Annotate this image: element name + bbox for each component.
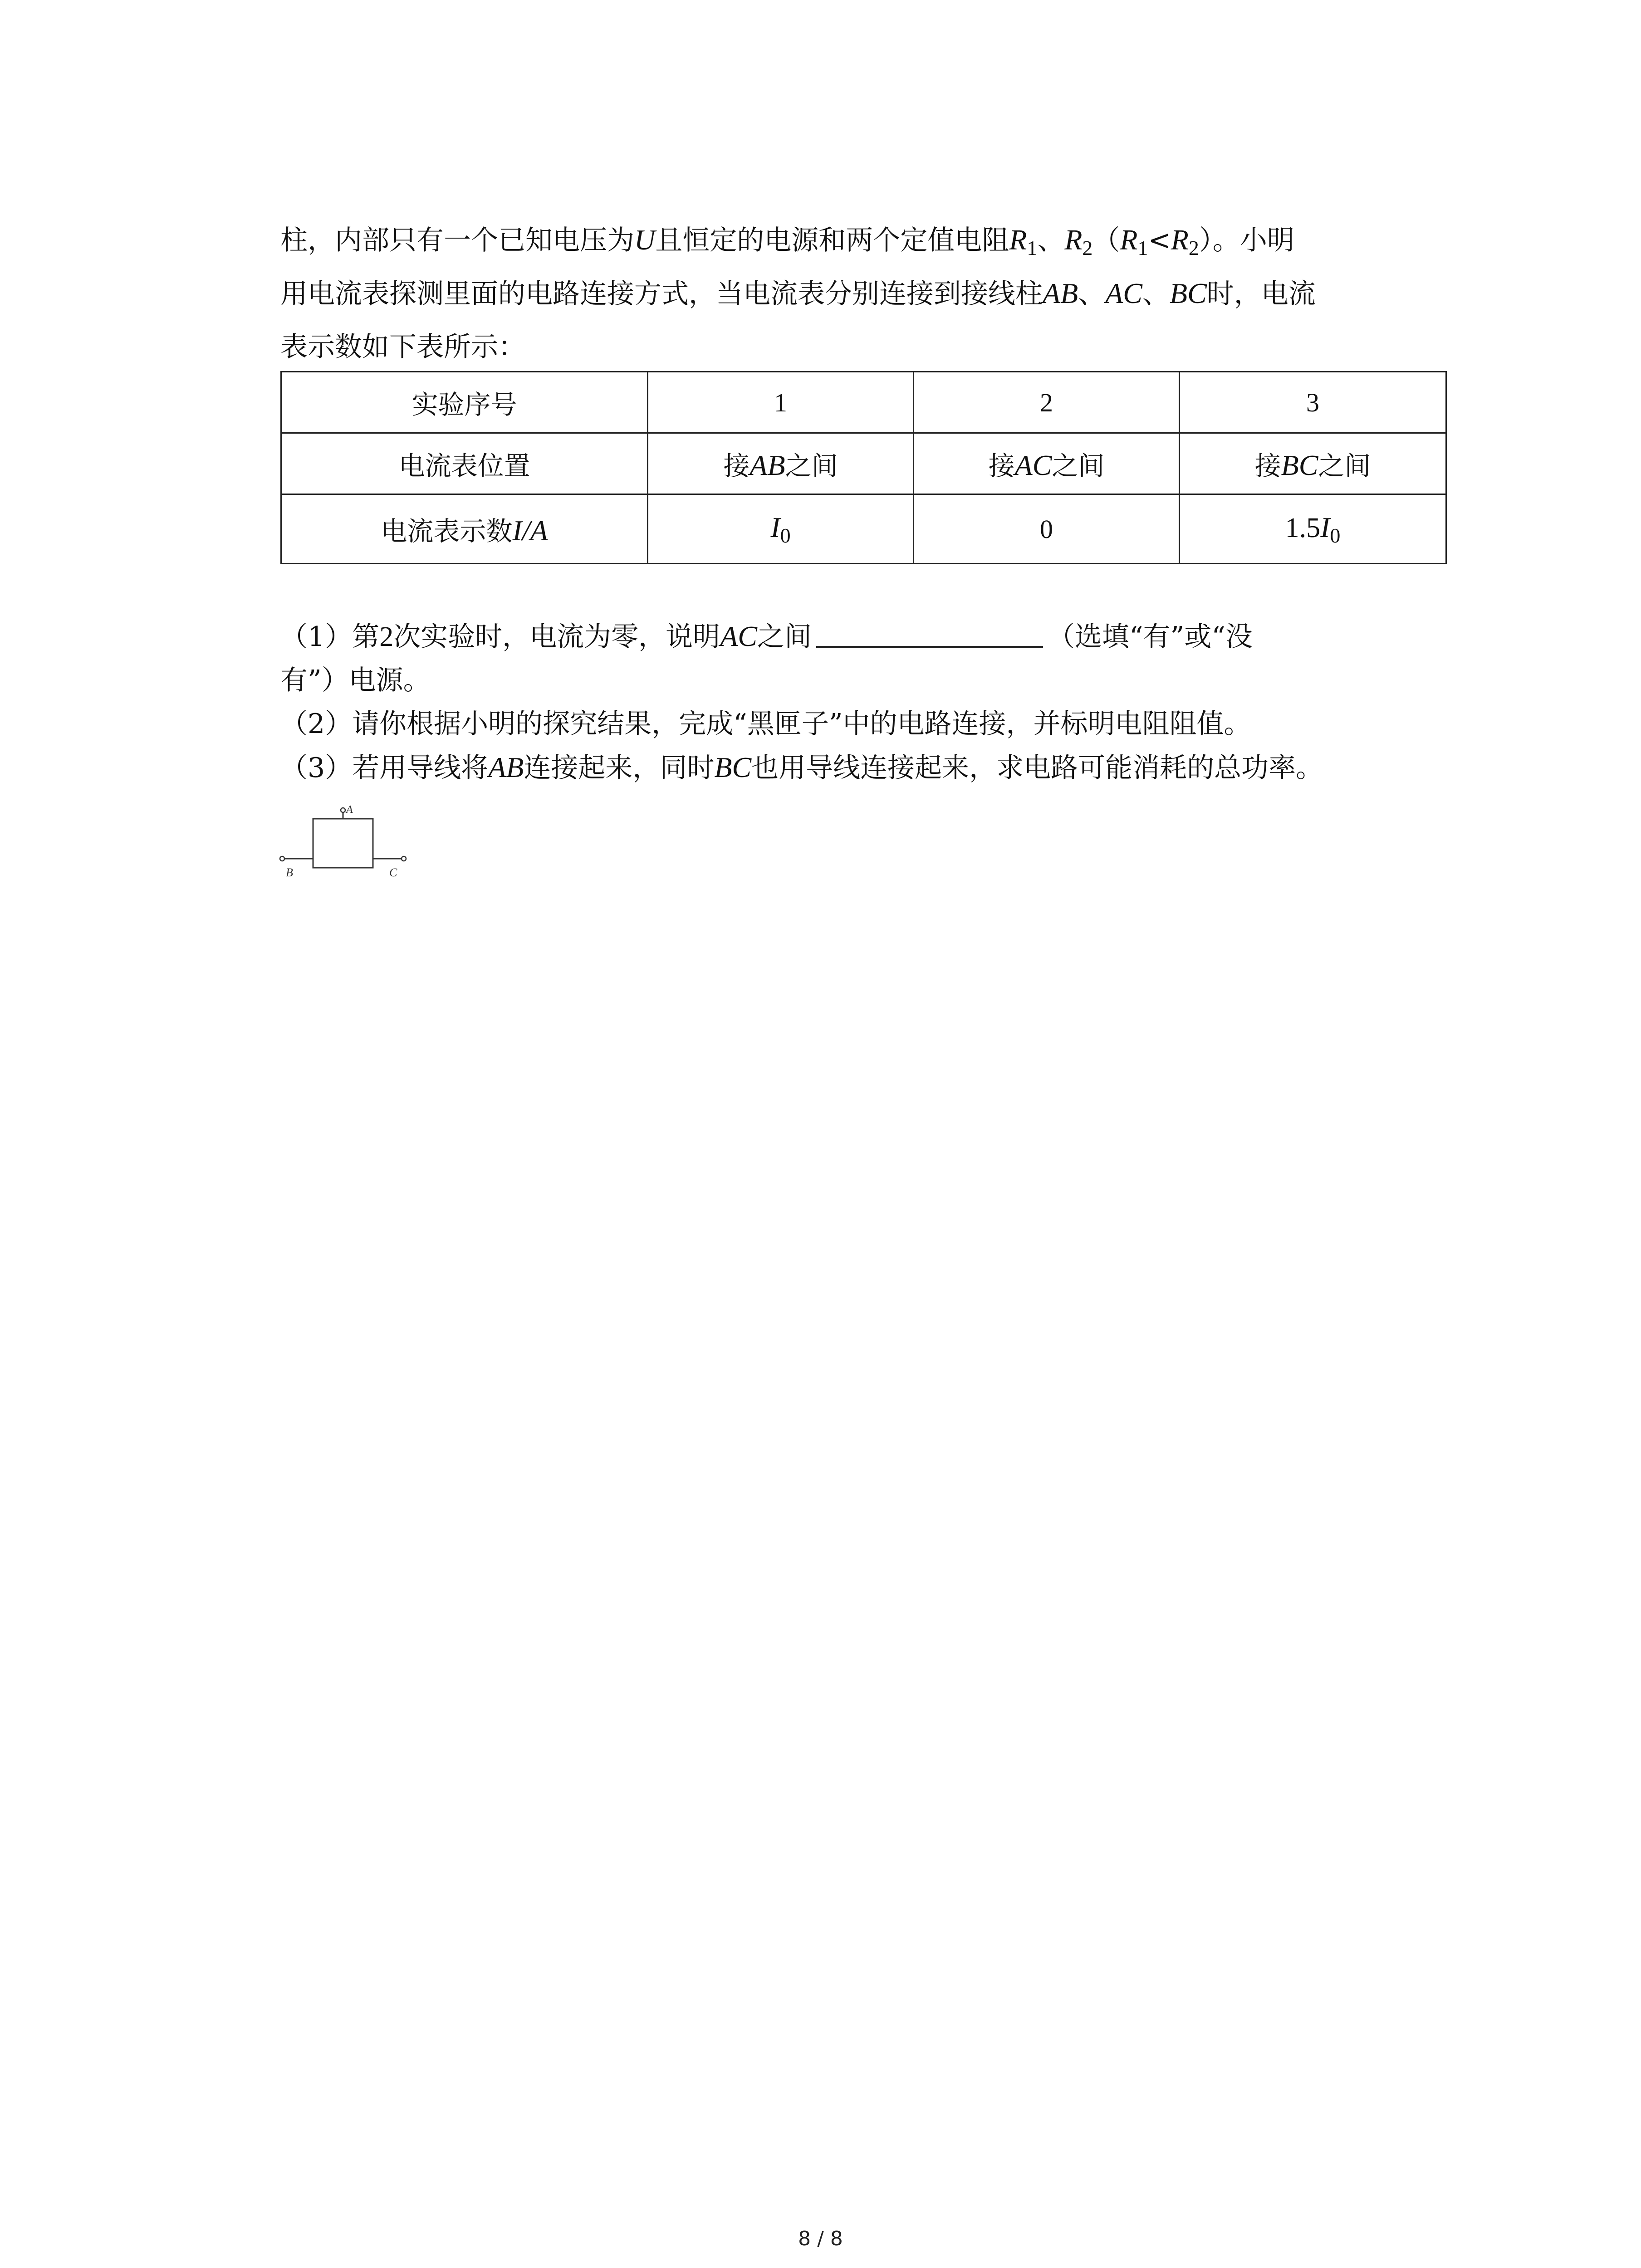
- question-2: （2）请你根据小明的探究结果，完成“黑匣子”中的电路连接，并标明电阻阻值。: [280, 708, 1251, 740]
- intro-line-3: 表示数如下表所示：: [280, 331, 525, 363]
- label-c: C: [389, 866, 397, 879]
- page-number: 8 / 8: [798, 2227, 843, 2250]
- questions-block: [280, 615, 1442, 790]
- position-cell-1: 接AB之间: [648, 433, 914, 494]
- reading-cell-1: $I_0$: [648, 494, 914, 564]
- black-box: [313, 819, 373, 868]
- position-cell-3: 接BC之间: [1180, 433, 1446, 494]
- problem-intro: [280, 213, 1433, 374]
- label-a: A: [346, 804, 353, 816]
- table-row: [281, 494, 1446, 564]
- question-1-continued: 有”）电源。: [280, 665, 431, 696]
- terminal-b: [280, 856, 284, 861]
- table-row: [281, 372, 1446, 433]
- terminal-c: [402, 856, 406, 861]
- answer-blank[interactable]: [816, 618, 1043, 648]
- question-3: （3）若用导线将AB连接起来，同时BC也用导线连接起来，求电路可能消耗的总功率。: [280, 751, 1323, 784]
- row-header-experiment-number: 实验序号: [281, 372, 648, 433]
- black-box-diagram: [272, 803, 417, 894]
- table-row: [281, 433, 1446, 494]
- experiment-number-1: 1: [648, 372, 914, 433]
- experiment-number-3: 3: [1180, 372, 1446, 433]
- intro-line-2: 用电流表探测里面的电路连接方式，当电流表分别连接到接线柱AB、AC、BC时，电流: [280, 277, 1316, 310]
- row-header-ammeter-reading: 电流表示数I/A: [281, 494, 648, 564]
- reading-cell-3: $1.5I_0$: [1180, 494, 1446, 564]
- row-header-ammeter-position: 电流表位置: [281, 433, 648, 494]
- data-table: [280, 371, 1447, 564]
- position-cell-2: 接AC之间: [914, 433, 1180, 494]
- intro-line-1: 柱，内部只有一个已知电压为U且恒定的电源和两个定值电阻$R_1$、$R_2(R_1<R_2)$。小明: [280, 224, 1294, 259]
- question-1: （1）第2次实验时，电流为零，说明AC之间 （选填“有”或“没: [280, 615, 1442, 659]
- label-b: B: [286, 866, 293, 879]
- reading-cell-2: 0: [914, 494, 1180, 564]
- experiment-number-2: 2: [914, 372, 1180, 433]
- terminal-a: [341, 808, 345, 812]
